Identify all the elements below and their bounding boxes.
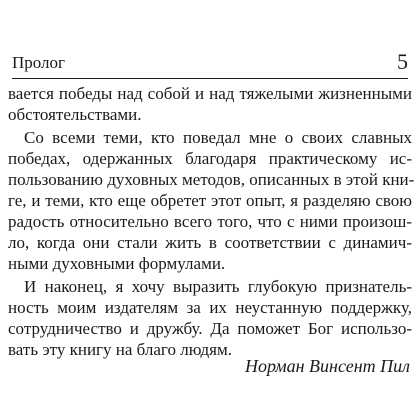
text-line: сотрудничество и дружбу. Да поможет Бог использо-	[8, 319, 412, 338]
text-line: радость относительно всего того, что с ними произош-	[8, 212, 412, 231]
text-line: ге, и теми, кто еще обретет этот опыт, я разделяю свою	[8, 191, 412, 210]
text-line: обстоятельствами.	[8, 105, 142, 124]
author-signature: Норман Винсент Пил	[245, 356, 410, 376]
text-line: ло, когда они стали жить в соответствии с динамич-	[8, 233, 412, 252]
page-number: 5	[397, 49, 408, 74]
text-line: вается победы над собой и над тяжелыми жизненными	[8, 84, 412, 103]
text-line: ными духовными формулами.	[8, 254, 226, 273]
text-line: пользованию духовных методов, описанных в этой кни-	[8, 170, 415, 189]
text-line: вать эту книгу на благо людям.	[8, 340, 233, 359]
text-line: И наконец, я хочу выразить глубокую признатель-	[24, 277, 412, 296]
text-line: ность моим издателям за их неустанную поддержку,	[8, 298, 412, 317]
text-line: Со всеми теми, кто поведал мне о своих славных	[24, 128, 412, 147]
text-line: победах, одержанных благодаря практическому ис-	[8, 149, 412, 168]
running-head: Пролог	[12, 53, 66, 72]
